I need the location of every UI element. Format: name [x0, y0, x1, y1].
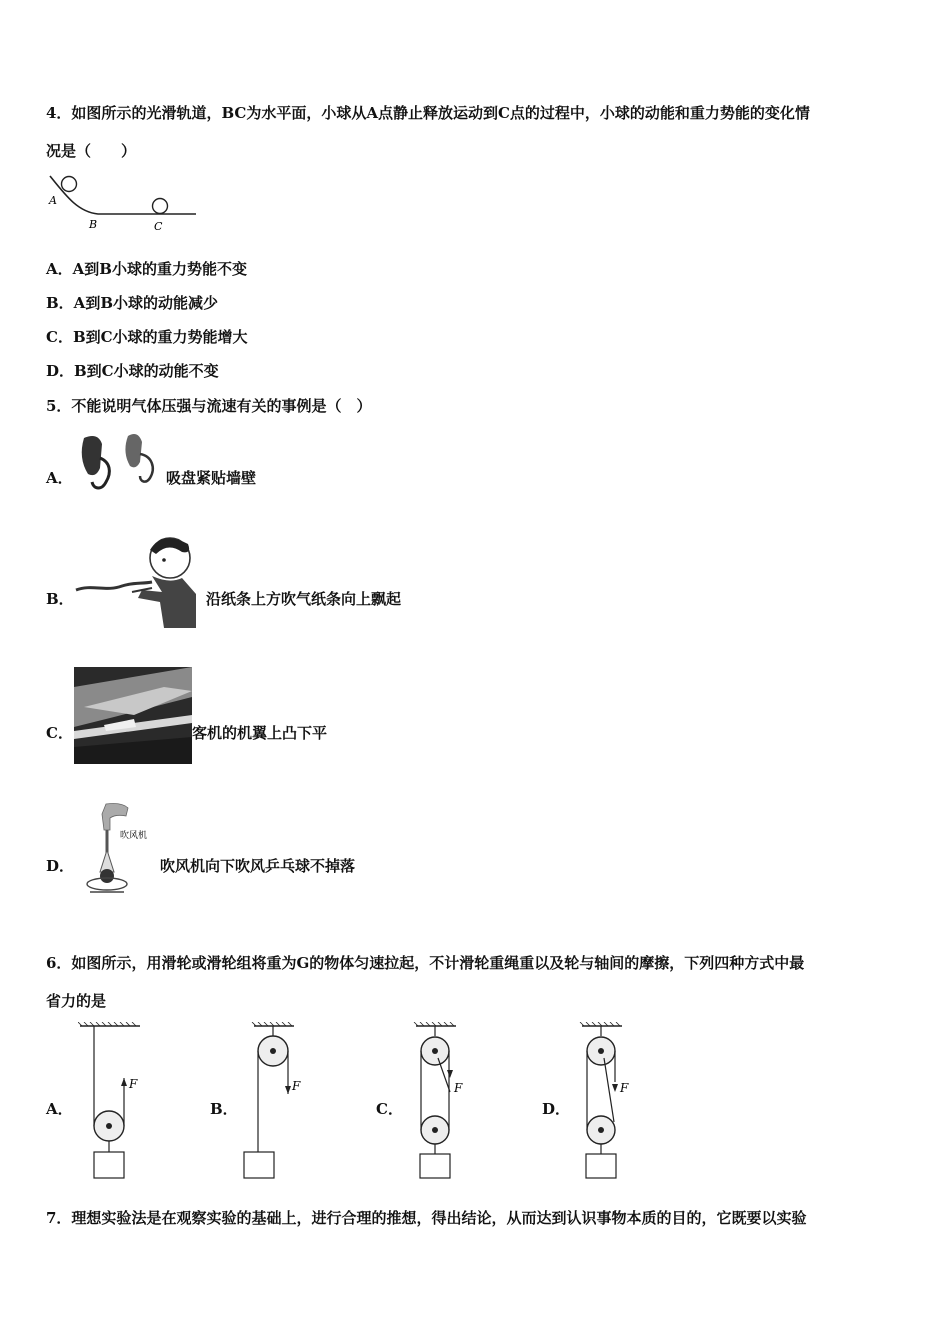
q6-stem-line1: 6．如图所示，用滑轮或滑轮组将重为G的物体匀速拉起，不计滑轮重绳重以及轮与轴间的摩擦，下列四种方式中最: [46, 954, 805, 972]
q4-track-figure: [44, 170, 204, 235]
suction-cup-image: [76, 428, 166, 500]
q5-option-c-text: 客机的机翼上凸下平: [192, 724, 328, 742]
q6-option-a-letter: A．: [46, 1100, 73, 1118]
q6-option-b-letter: B．: [210, 1100, 238, 1118]
q4-option-d: D．B到C小球的动能不变: [46, 362, 219, 380]
force-label-a: F: [129, 1077, 138, 1091]
ball-at-a: [62, 177, 77, 192]
airplane-wing-image: [74, 667, 192, 764]
q6-option-c-letter: C．: [376, 1100, 403, 1118]
pulley-system-d: [574, 1022, 648, 1182]
q5-stem: 5．不能说明气体压强与流速有关的事例是（ ）: [46, 397, 372, 415]
hairdryer-image: [84, 800, 164, 900]
q5-option-a-text: 吸盘紧贴墙壁: [166, 469, 257, 487]
q4-stem-line1: 4．如图所示的光滑轨道，BC为水平面，小球从A点静止释放运动到C点的过程中，小球的动能和重力势能的变化情: [46, 104, 810, 122]
q5-option-b-text: 沿纸条上方吹气纸条向上飘起: [206, 590, 402, 608]
q5-option-c-letter: C．: [46, 724, 73, 742]
q6-option-d-letter: D．: [542, 1100, 571, 1118]
q5-option-d-text: 吹风机向下吹风乒乓球不掉落: [160, 857, 356, 875]
pulley-system-c: [408, 1022, 482, 1182]
q5-option-a-letter: A．: [46, 469, 73, 487]
hairdryer-label: 吹风机: [120, 831, 148, 841]
force-label-c: F: [454, 1081, 463, 1095]
q5-option-d-letter: D．: [46, 857, 75, 875]
label-c: C: [154, 220, 163, 233]
q4-option-a: A．A到B小球的重力势能不变: [46, 260, 247, 278]
force-label-d: F: [620, 1081, 629, 1095]
q4-option-c: C．B到C小球的重力势能增大: [46, 328, 248, 346]
ball-at-c: [153, 199, 168, 214]
pulley-system-b: [240, 1022, 314, 1182]
track-curve: [50, 176, 196, 214]
q7-stem-line1: 7．理想实验法是在观察实验的基础上，进行合理的推想，得出结论，从而达到认识事物本质的目的，它既要以实验: [46, 1209, 807, 1227]
label-a: A: [49, 194, 57, 207]
q4-stem-line2: 况是（ ）: [46, 142, 137, 160]
force-label-b: F: [292, 1079, 301, 1093]
q4-option-b: B．A到B小球的动能减少: [46, 294, 218, 312]
label-b: B: [89, 218, 98, 231]
q5-option-b-letter: B．: [46, 590, 74, 608]
pulley-system-a: [78, 1022, 152, 1182]
boy-blowing-paper-image: [72, 532, 204, 632]
q6-stem-line2: 省力的是: [46, 992, 107, 1010]
